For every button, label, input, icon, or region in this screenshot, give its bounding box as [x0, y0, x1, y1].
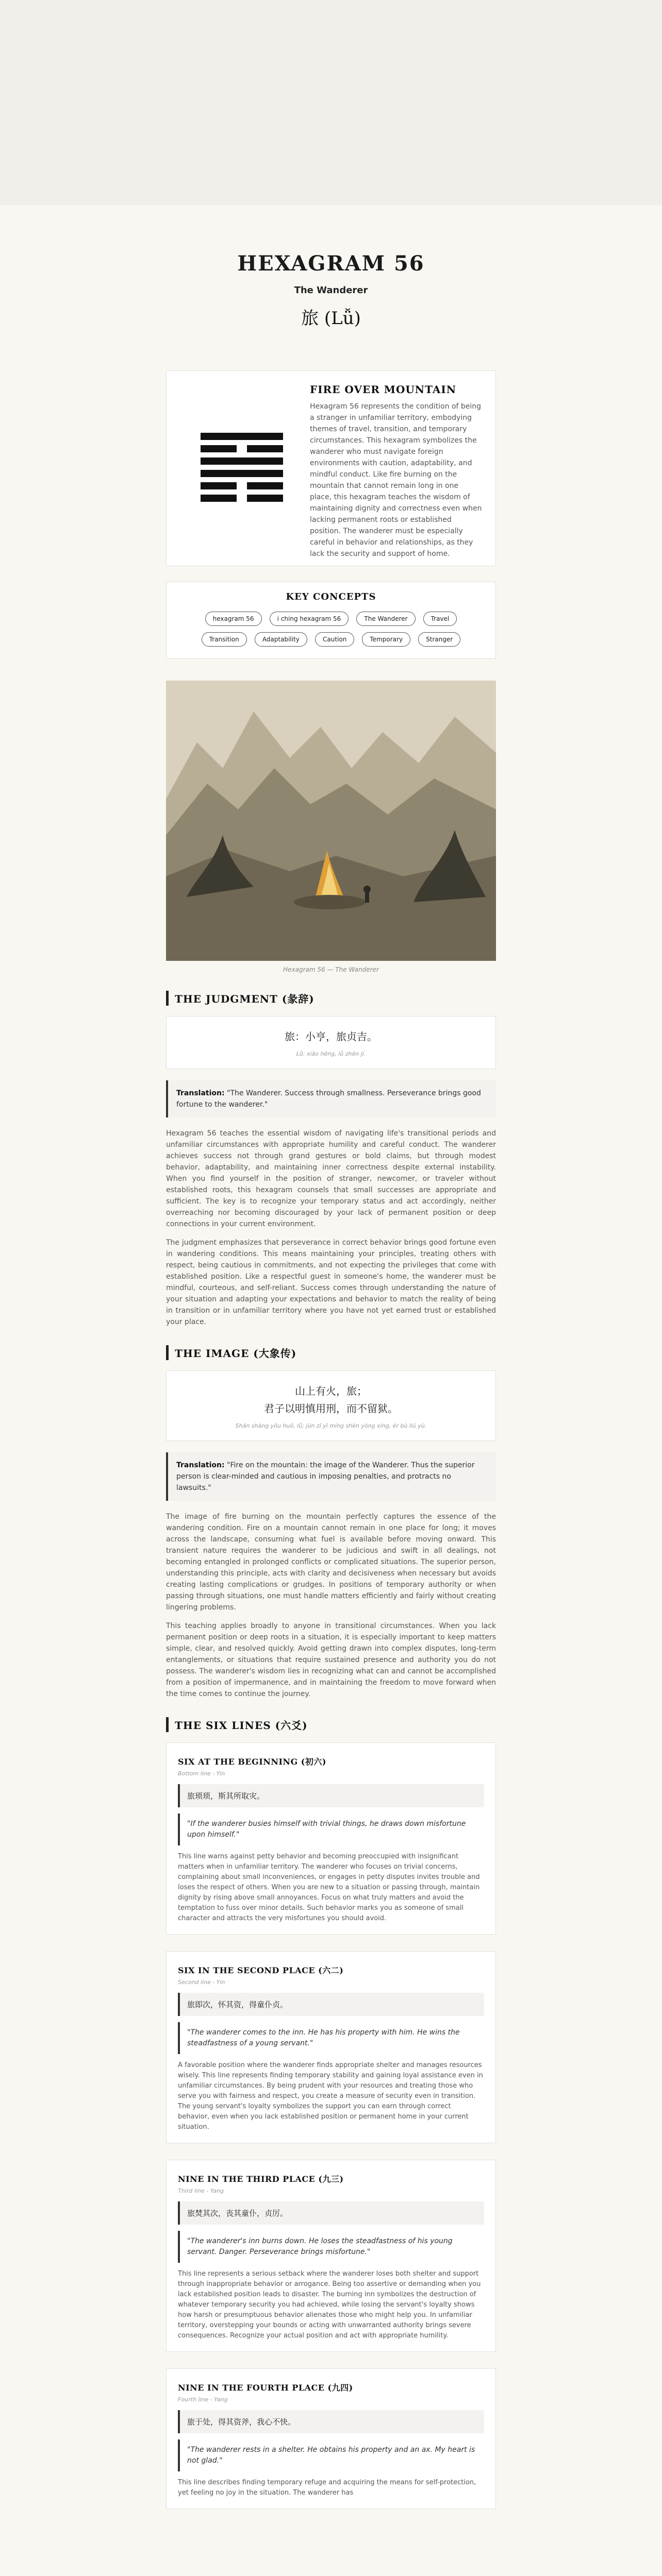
line-heading: SIX IN THE SECOND PLACE (六二)	[178, 1965, 344, 1975]
line-heading: SIX AT THE BEGINNING (初六)	[178, 1757, 326, 1767]
tag[interactable]: hexagram 56	[205, 612, 262, 626]
key-concepts-card	[166, 582, 496, 659]
hexagram-lines-icon	[201, 428, 283, 507]
illustration-caption: Hexagram 56 — The Wanderer	[283, 966, 379, 973]
line-description: This line describes finding temporary refuge and acquiring the means for self-protection, yet feeling no joy in the situation. The wanderer has	[178, 2479, 476, 2497]
image-pinyin: Shān shàng yǒu huǒ, lǚ; jūn zǐ yǐ míng shèn yòng xíng, ér bù liú yù.	[235, 1422, 427, 1429]
tag[interactable]: Adaptability	[255, 632, 307, 647]
image-chinese-1: 山上有火，旅；	[295, 1385, 367, 1397]
line-card	[166, 1742, 496, 1935]
tag[interactable]: Stranger	[418, 632, 460, 647]
tag[interactable]: Travel	[423, 612, 457, 626]
line-description: A favorable position where the wanderer finds appropriate shelter and manages resources wisely. This line represents finding temporary stability and gaining loyal assistance even in unfamiliar circumstances. By being prudent with your resources and treating those who serve you with fairness and respect, you create a measure of security even in transition. The young servant's loyalty symbolizes the support you can earn through correct behavior, even when you lack established position or permanent home in your current situation.	[178, 2061, 483, 2131]
line-chinese: 旅焚其次，丧其童仆，贞厉。	[178, 2201, 484, 2225]
image-body	[166, 1511, 496, 1700]
line-heading: NINE IN THE THIRD PLACE (九三)	[178, 2174, 344, 2184]
line-position: Third line - Yang	[178, 2188, 224, 2194]
translation-label: Translation:	[176, 1461, 225, 1469]
line-chinese: 旅即次，怀其资，得童仆贞。	[178, 1993, 484, 2016]
page-title: HEXAGRAM 56	[237, 251, 425, 276]
top-banner	[0, 0, 662, 205]
page-subtitle: The Wanderer	[294, 285, 368, 296]
line-english: "The wanderer rests in a shelter. He obtains his property and an ax. My heart is not glad."	[178, 2439, 484, 2471]
hexagram-line-yin	[201, 482, 283, 489]
tag[interactable]: i ching hexagram 56	[270, 612, 349, 626]
tag[interactable]: Transition	[202, 632, 247, 647]
six-lines-heading: THE SIX LINES (六爻)	[166, 1717, 496, 1732]
judgment-body	[166, 1128, 496, 1328]
paragraph: This teaching applies broadly to anyone in transitional circumstances. When you lack permanent position or deep roots in a situation, it is especially important to keep matters simple, clear, and resolved quickly. Avoid getting drawn into complex disputes, long-term entanglements, or situations that require sustained presence and authority you do not possess. The wanderer's wisdom lies in recognizing what can and cannot be accomplished from a position of impermanence, and in maintaining the freedom to move forward when the time comes to continue the journey.	[166, 1622, 496, 1698]
line-english: "The wanderer comes to the inn. He has his property with him. He wins the steadfastness of a young servant."	[178, 2022, 484, 2054]
hexagram-line-yang	[201, 457, 283, 465]
line-position: Bottom line - Yin	[178, 1770, 225, 1777]
translation-label: Translation:	[176, 1089, 225, 1097]
line-chinese: 旅琐琐，斯其所取灾。	[178, 1784, 484, 1807]
hexagram-line-yin	[201, 445, 283, 452]
translation-text: "The Wanderer. Success through smallness. Perseverance brings good fortune to the wanderer."	[176, 1089, 481, 1109]
hexagram-symbol	[180, 383, 304, 551]
overview-text	[304, 383, 482, 558]
line-position: Second line - Yin	[178, 1979, 225, 1986]
image-translation	[166, 1452, 496, 1501]
judgment-quote	[166, 1016, 496, 1069]
hero	[166, 205, 496, 329]
six-lines-section	[166, 1717, 496, 2509]
line-chinese: 旅于处，得其资斧，我心不快。	[178, 2410, 484, 2433]
tag[interactable]: Caution	[315, 632, 354, 647]
judgment-chinese: 旅：小亨，旅贞吉。	[285, 1030, 377, 1043]
key-concepts-heading: KEY CONCEPTS	[286, 591, 376, 602]
line-card	[166, 1951, 496, 2143]
line-card	[166, 2160, 496, 2352]
hexagram-line-yang	[201, 470, 283, 477]
image-section	[166, 1345, 496, 1700]
line-description: This line represents a serious setback where the wanderer loses both shelter and support through inappropriate behavior or arrogance. Being too assertive or demanding when you lack established position leads to disaster. The burning inn symbolizes the destruction of whatever temporary security you had achieved, while losing the servant's loyalty shows how harsh or presumptuous behavior alienates those who might help you. In unfamiliar territory, overstepping your bounds or acting with unwarranted authority brings severe consequences. Recognize your actual position and act with appropriate humility.	[178, 2270, 481, 2340]
judgment-pinyin: Lǚ: xiǎo hēng, lǚ zhēn jí.	[296, 1050, 366, 1057]
translation-text: "Fire on the mountain: the image of the Wanderer. Thus the superior person is clear-minded and cautious in imposing penalties, and protracts no lawsuits."	[176, 1461, 475, 1492]
line-description: This line warns against petty behavior and becoming preoccupied with insignificant matters when in unfamiliar territory. The wanderer who focuses on trivial concerns, complaining about small inconveniences, or engages in petty disputes invites trouble and loses the respect of others. When you are new to a situation or passing through, maintain dignity by rising above small annoyances. Focus on what truly matters and avoid the temptation to fuss over minor details. Such behavior marks you as someone of small character and attracts the very misfortunes you should avoid.	[178, 1853, 480, 1922]
overview-heading: FIRE OVER MOUNTAIN	[310, 383, 457, 396]
judgment-translation	[166, 1080, 496, 1117]
chinese-name: 旅 (Lǚ)	[301, 308, 361, 329]
hexagram-line-yin	[201, 495, 283, 502]
tag-list	[182, 608, 480, 650]
judgment-section	[166, 991, 496, 1328]
paragraph: The image of fire burning on the mountain perfectly captures the essence of the wandering condition. Fire on a mountain cannot remain in one place for long; it moves across the landscape, consuming what fuel is available before moving onward. This transient nature requires the wanderer to be judicious and swift in all dealings, not becoming entangled in prolonged conflicts or complicated situations. The superior person, understanding this principle, acts with clarity and decisiveness when necessary but avoids creating lasting complications or grudges. In positions of temporary authority or when passing through situations, one must handle matters efficiently and fairly without creating lingering problems.	[166, 1513, 496, 1612]
overview-description: Hexagram 56 represents the condition of being a stranger in unfamiliar territory, embodying themes of travel, transition, and temporary circumstances. This hexagram symbolizes the wanderer who must navigate foreign environments with caution, adaptability, and mindful conduct. Like fire burning on the mountain that cannot remain long in one place, this hexagram teaches the wisdom of maintaining dignity and correctness even when lacking permanent roots or established position. The wanderer must be especially careful in behavior and relationships, as they lack the security and support of home.	[310, 402, 482, 558]
line-english: "The wanderer's inn burns down. He loses the steadfastness of his young servant. Danger. Perseverance brings misfortune."	[178, 2231, 484, 2263]
page-content	[166, 205, 496, 2509]
judgment-heading: THE JUDGMENT (彖辞)	[166, 991, 496, 1006]
paragraph: Hexagram 56 teaches the essential wisdom of navigating life's transitional periods and unfamiliar circumstances with appropriate humility and careful conduct. The wanderer achieves success not through grand gestures or bold claims, but through modest behavior, adaptability, and maintaining inner correctness despite external instability. When you find yourself in the position of stranger, newcomer, or traveler without established roots, this hexagram counsels that small successes are appropriate and sufficient. The key is to recognize your temporary status and act accordingly, neither overreaching nor becoming discouraged by your lack of permanent position or deep connections in your current environment.	[166, 1129, 496, 1228]
tag[interactable]: Temporary	[362, 632, 410, 647]
overview-card	[166, 370, 496, 566]
image-chinese-2: 君子以明慎用刑，而不留狱。	[264, 1402, 398, 1415]
landscape-painting	[166, 681, 496, 961]
image-heading: THE IMAGE (大象传)	[166, 1345, 496, 1360]
line-position: Fourth line - Yang	[178, 2396, 228, 2403]
line-heading: NINE IN THE FOURTH PLACE (九四)	[178, 2383, 353, 2393]
line-card	[166, 2368, 496, 2509]
hexagram-line-yang	[201, 433, 283, 440]
tag[interactable]: The Wanderer	[356, 612, 415, 626]
image-quote	[166, 1370, 496, 1441]
line-english: "If the wanderer busies himself with trivial things, he draws down misfortune upon himself."	[178, 1814, 484, 1845]
illustration	[166, 681, 496, 973]
paragraph: The judgment emphasizes that perseverance in correct behavior brings good fortune even in wandering conditions. This means maintaining your principles, treating others with respect, being cautious in commitments, and not expecting the privileges that come with established position. Like a respectful guest in someone's home, the wanderer must be mindful, courteous, and self-reliant. Success comes through understanding the nature of your situation and adapting your expectations and behavior to match the reality of being in transition or in unfamiliar territory where you have not yet earned trust or established your place.	[166, 1239, 496, 1326]
